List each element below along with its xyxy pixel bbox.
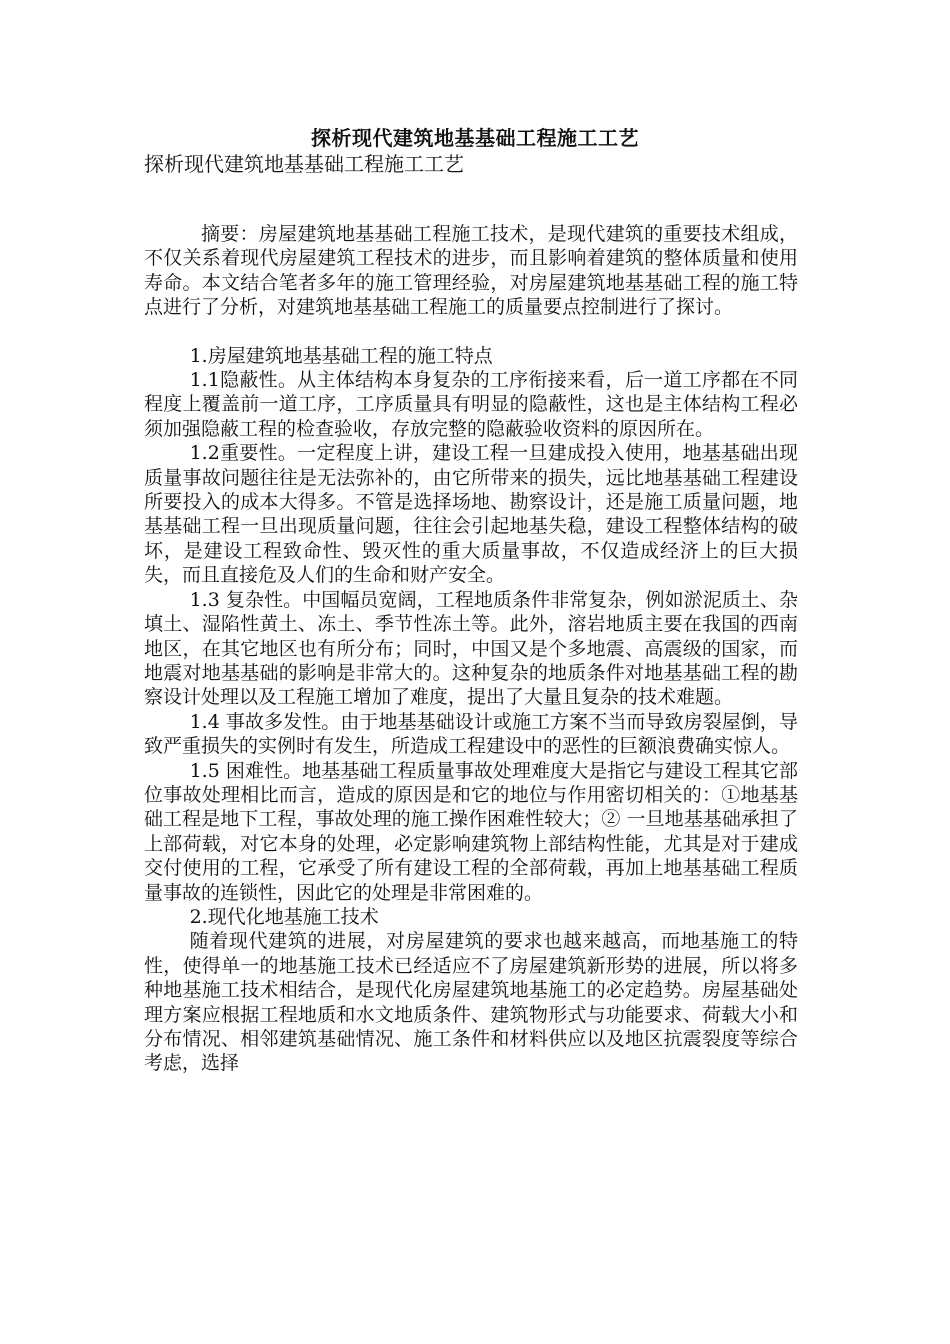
- paragraph-1-3: 1.3 复杂性。中国幅员宽阔，工程地质条件非常复杂，例如淤泥质土、杂填土、湿陷性黄土、冻土、季节性冻土等。此外，溶岩地质主要在我国的西南地区，在其它地区也有所分布；同时，中国又是个多地震、高震级的国家，而地震对地基基础的影响是非常大的。这种复杂的地质条件对地基基础工程的勘察设计处理以及工程施工增加了难度，提出了大量且复杂的技术难题。: [144, 588, 798, 709]
- spacer: [144, 198, 798, 222]
- abstract-paragraph: 摘要：房屋建筑地基基础工程施工技术，是现代建筑的重要技术组成，不仅关系着现代房屋建筑工程技术的进步，而且影响着建筑的整体质量和使用寿命。本文结合笔者多年的施工管理经验，对房屋建筑地基基础工程的施工特点进行了分析，对建筑地基基础工程施工的质量要点控制进行了探讨。: [144, 223, 798, 319]
- paragraph-1-4: 1.4 事故多发性。由于地基基础设计或施工方案不当而导致房裂屋倒，导致严重损失的实例时有发生，所造成工程建设中的恶性的巨额浪费确实惊人。: [144, 710, 798, 758]
- paragraph-2: 随着现代建筑的进展，对房屋建筑的要求也越来越高，而地基施工的特性，使得单一的地基施工技术已经适应不了房屋建筑新形势的进展，所以将多种地基施工技术相结合，是现代化房屋建筑地基施工的必定趋势。房屋基础处理方案应根据工程地质和水文地质条件、建筑物形式与功能要求、荷载大小和分布情况、相邻建筑基础情况、施工条件和材料供应以及地区抗震裂度等综合考虑，选择: [144, 930, 798, 1075]
- document-title: 探析现代建筑地基基础工程施工工艺: [311, 126, 639, 150]
- section-1-heading: 1.房屋建筑地基基础工程的施工特点: [189, 344, 493, 367]
- section-2-heading: 2.现代化地基施工技术: [189, 905, 379, 928]
- paragraph-1-2: 1.2重要性。一定程度上讲，建设工程一旦建成投入使用，地基基础出现质量事故问题往往是无法弥补的，由它所带来的损失，远比地基基础工程建设所要投入的成本大得多。不管是选择场地、勘察设计，还是施工质量问题，地基基础工程一旦出现质量问题，往往会引起地基失稳，建设工程整体结构的破坏，是建设工程致命性、毁灭性的重大质量事故，不仅造成经济上的巨大损失，而且直接危及人们的生命和财产安全。: [144, 442, 798, 587]
- document-subtitle: 探析现代建筑地基基础工程施工工艺: [144, 152, 464, 176]
- document-body: [144, 198, 798, 1076]
- paragraph-1-5: 1.5 困难性。地基基础工程质量事故处理难度大是指它与建设工程其它部位事故处理相比而言，造成的原因是和它的地位与作用密切相关的：①地基基础工程是地下工程，事故处理的施工操作困难性较大；② 一旦地基基础承担了上部荷载，对它本身的处理，必定影响建筑物上部结构性能，尤其是对于建成交付使用的工程，它承受了所有建设工程的全部荷载，再加上地基基础工程质量事故的连锁性，因此它的处理是非常困难的。: [144, 759, 798, 904]
- spacer: [144, 320, 798, 344]
- paragraph-1-1: 1.1隐蔽性。从主体结构本身复杂的工序衔接来看，后一道工序都在不同程度上覆盖前一道工序，工序质量具有明显的隐蔽性，这也是主体结构工程必须加强隐蔽工程的检查验收，存放完整的隐蔽验收资料的原因所在。: [144, 369, 798, 440]
